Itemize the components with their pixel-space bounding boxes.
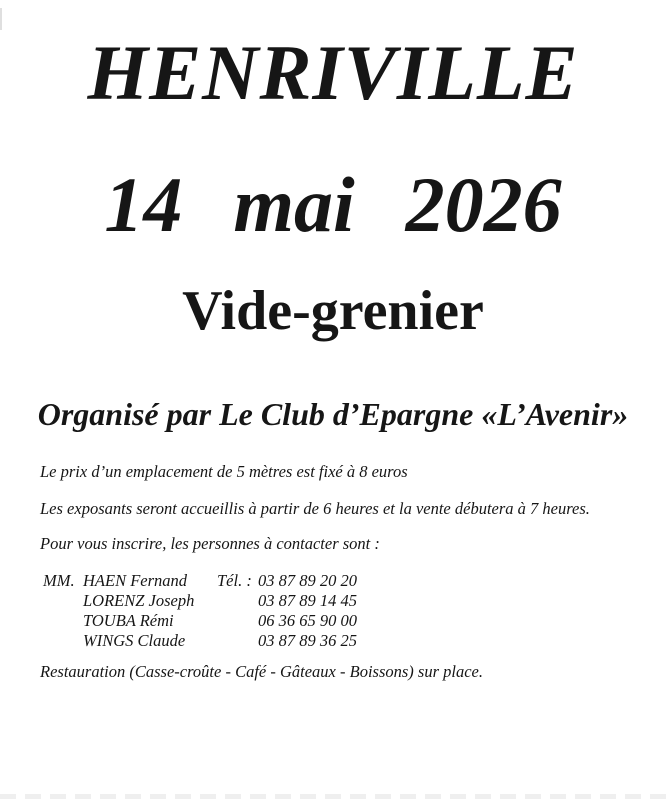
tel-label: Tél. : (217, 571, 252, 590)
contact-name: LORENZ Joseph (83, 591, 195, 610)
contact-prefix: MM. (43, 571, 75, 590)
contact-name: HAEN Fernand (83, 571, 188, 590)
paragraph-contact-intro: Pour vous inscrire, les personnes à contacter sont : (40, 534, 380, 553)
contact-phone: 03 87 89 14 45 (258, 591, 357, 610)
contact-row (40, 591, 640, 611)
scan-artifact-bottom (0, 794, 666, 799)
organizer-line: Organisé par Le Club d’Epargne «L’Avenir» (37, 396, 629, 432)
scan-artifact-left (0, 8, 2, 30)
contact-row (40, 571, 640, 591)
paragraph-price: Le prix d’un emplacement de 5 mètres est fixé à 8 euros (40, 462, 408, 481)
contact-list (40, 571, 640, 651)
contact-name: WINGS Claude (83, 631, 186, 650)
contact-row (40, 611, 640, 631)
contact-row (40, 631, 640, 651)
event-date: 14 mai 2026 (104, 161, 562, 248)
contact-phone: 06 36 65 90 00 (258, 611, 357, 630)
contact-phone: 03 87 89 36 25 (258, 631, 357, 650)
page-title: HENRIVILLE (87, 29, 579, 116)
contact-phone: 03 87 89 20 20 (258, 571, 357, 590)
event-name: Vide-grenier (182, 280, 484, 342)
footer-restauration: Restauration (Casse-croûte - Café - Gâteaux - Boissons) sur place. (40, 662, 483, 681)
contact-name: TOUBA Rémi (83, 611, 174, 630)
paragraph-schedule: Les exposants seront accueillis à partir de 6 heures et la vente débutera à 7 heures. (40, 499, 590, 518)
